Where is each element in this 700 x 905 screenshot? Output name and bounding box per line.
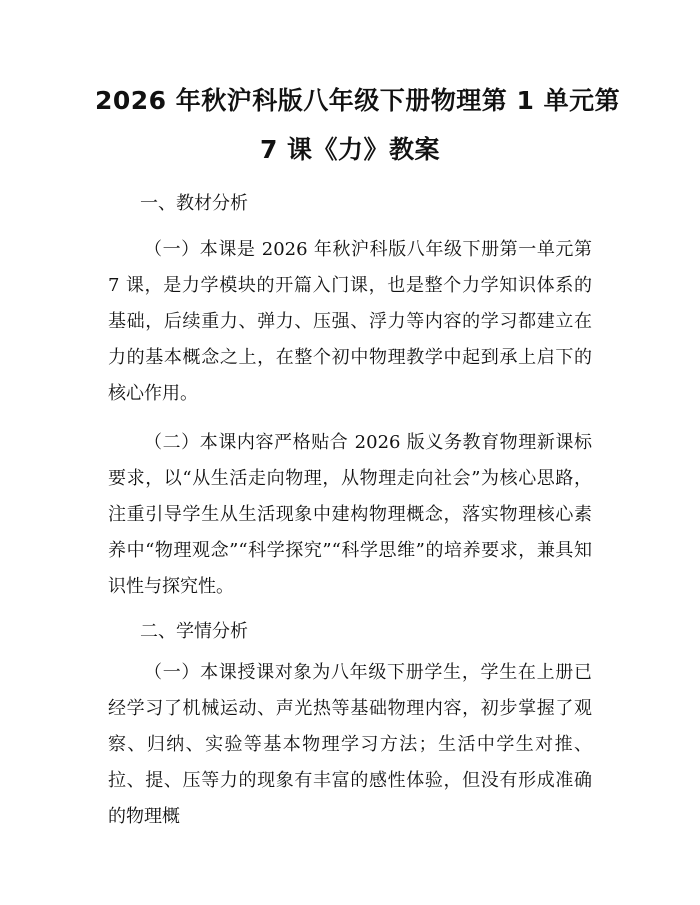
paragraph-student-analysis-1: （一）本课授课对象为八年级下册学生，学生在上册已经学习了机械运动、声光热等基础物理内容，初步掌握了观察、归纳、实验等基本物理学习方法；生活中学生对推、拉、提、压等力的现象有丰富的感性体验，但没有形成准确的物理概	[108, 662, 592, 827]
document-title-line-1: 2026 年秋沪科版八年级下册物理第 1 单元第	[95, 86, 621, 115]
section-heading-student-analysis: 二、学情分析	[140, 621, 248, 642]
document-title-line-2: 7 课《力》教案	[259, 135, 441, 164]
paragraph-textbook-analysis-1: （一）本课是 2026 年秋沪科版八年级下册第一单元第 7 课，是力学模块的开篇入门课，也是整个力学知识体系的基础，后续重力、弹力、压强、浮力等内容的学习都建立在力的基本概念之上，在整个初中物理教学中起到承上启下的核心作用。	[108, 239, 592, 404]
section-heading-textbook-analysis: 一、教材分析	[140, 193, 248, 214]
paragraph-textbook-analysis-2: （二）本课内容严格贴合 2026 版义务教育物理新课标要求，以“从生活走向物理，从物理走向社会”为核心思路，注重引导学生从生活现象中建构物理概念，落实物理核心素养中“物理观念”“科学探究”“科学思维”的培养要求，兼具知识性与探究性。	[108, 432, 592, 597]
